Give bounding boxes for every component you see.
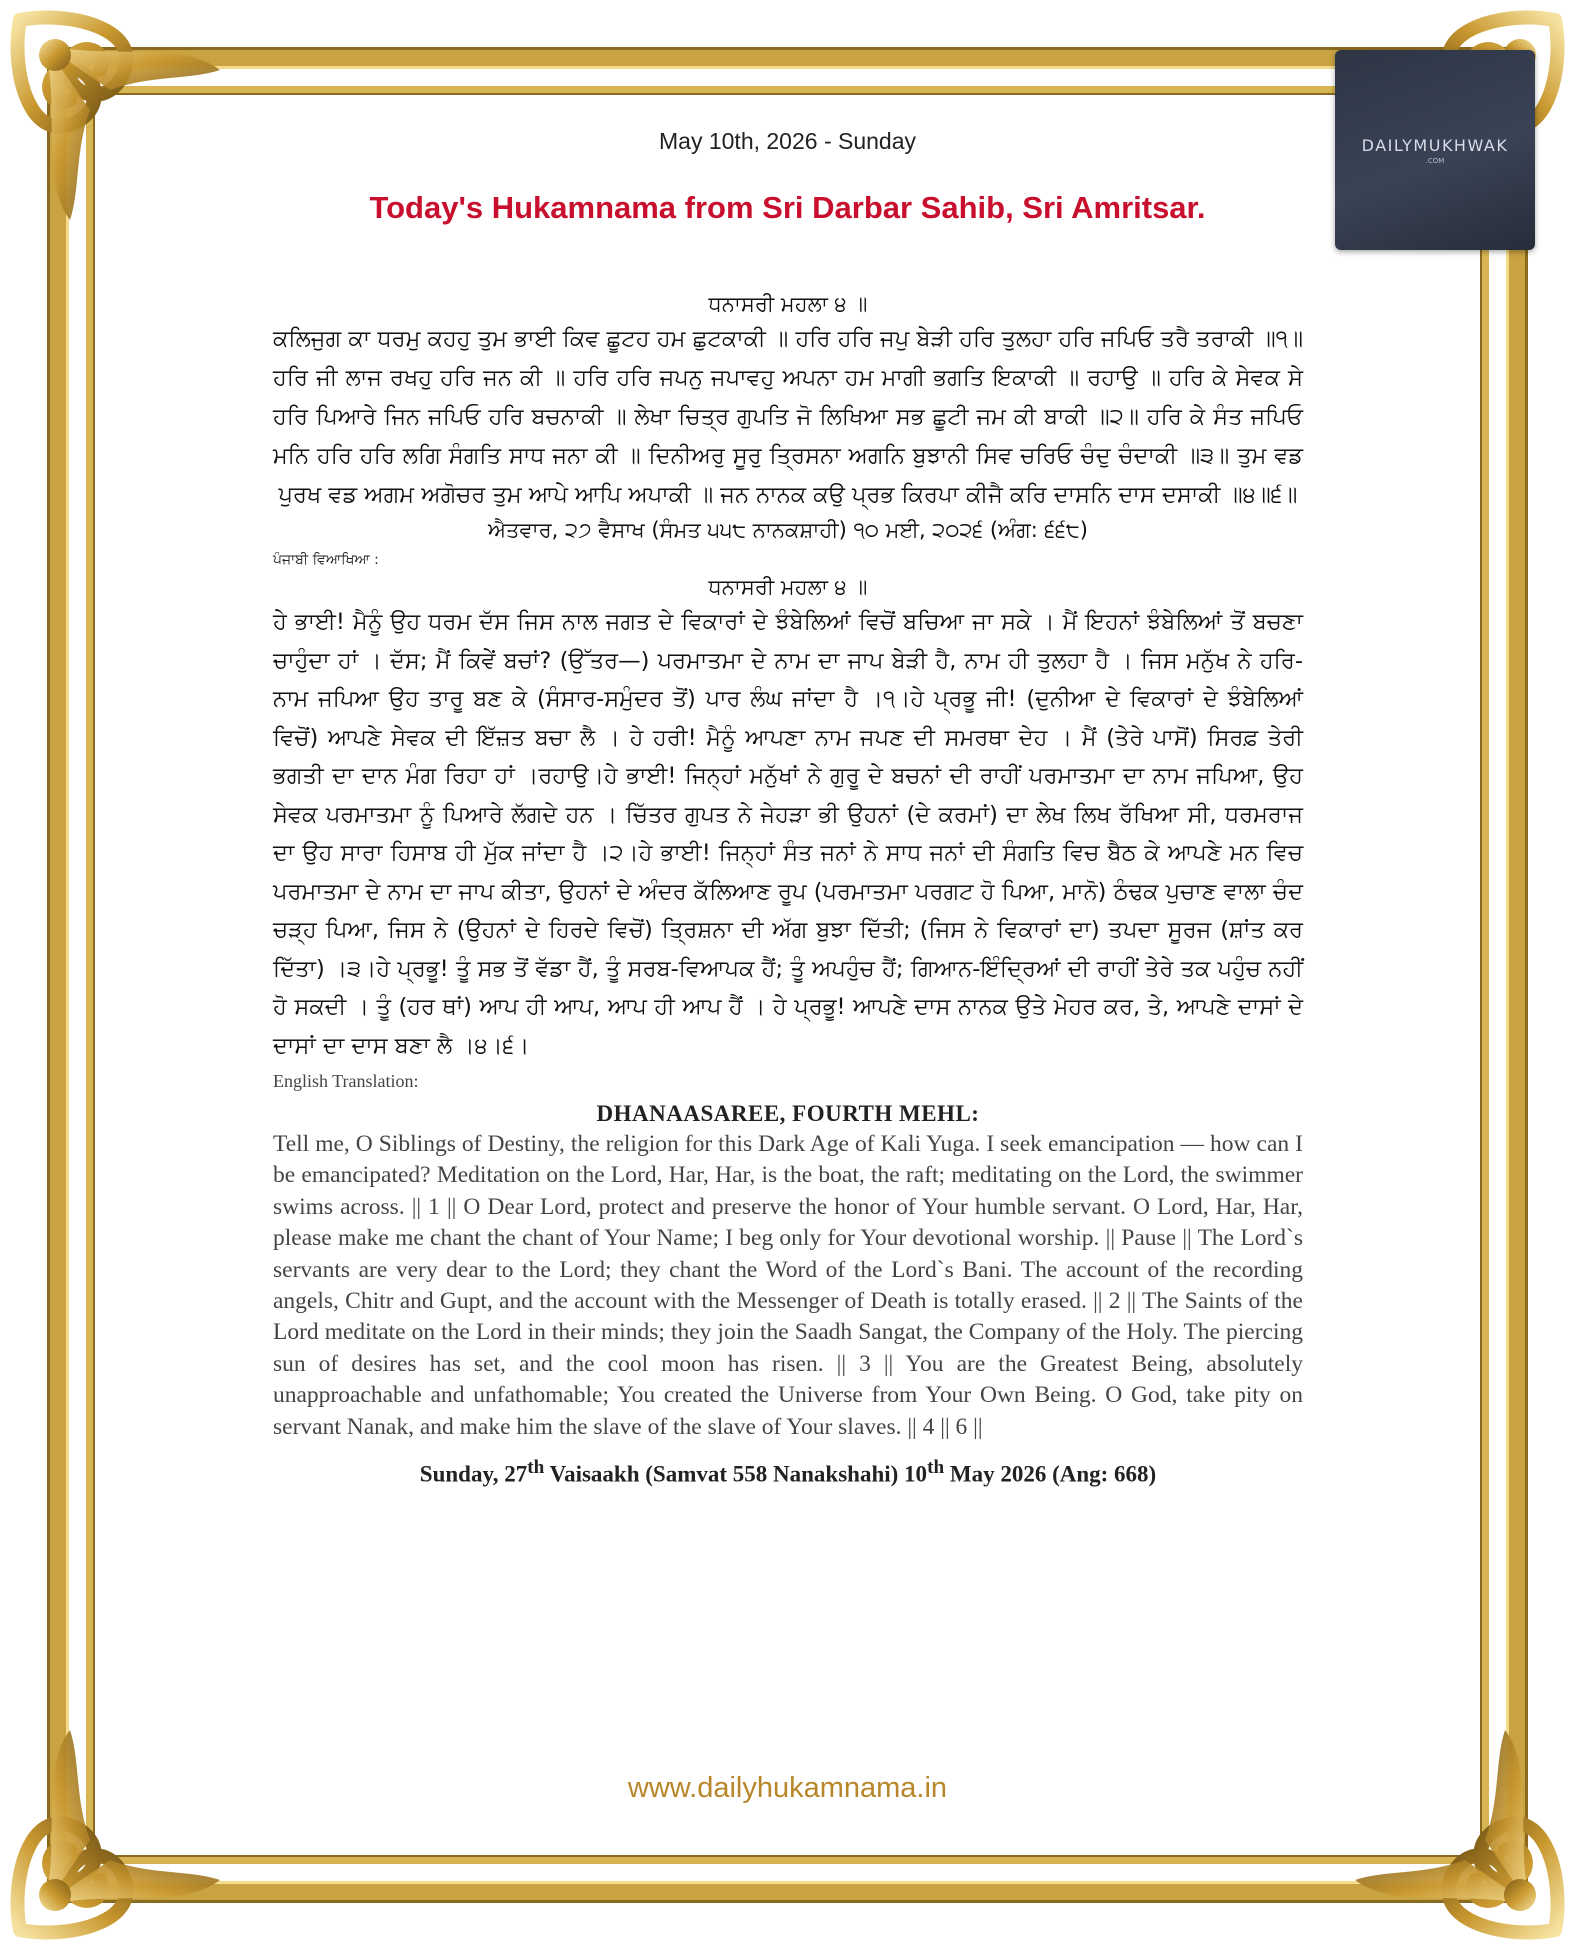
- website-link[interactable]: www.dailyhukamnama.in: [627, 1772, 948, 1804]
- ribbon-corner-ornament: [0, 1690, 260, 1950]
- english-date-superscript: th: [927, 1457, 945, 1479]
- english-date-superscript: th: [527, 1457, 545, 1479]
- page-title: Today's Hukamnama from Sri Darbar Sahib, Sri Amritsar.: [369, 190, 1206, 225]
- logo-text: DAILYMUKHWAK: [1361, 135, 1509, 155]
- english-date-part: Vaisaakh (Samvat 558 Nanakshahi) 10: [544, 1461, 928, 1487]
- punjabi-label: ਪੰਜਾਬੀ ਵਿਆਖਿਆ :: [273, 552, 379, 568]
- header-date: May 10th, 2026 - Sunday: [659, 128, 916, 154]
- logo-subtext: .COM: [1425, 156, 1445, 165]
- english-date-part: May 2026 (Ang: 668): [944, 1461, 1157, 1487]
- gurbani-heading: ਧਨਾਸਰੀ ਮਹਲਾ ੪ ॥: [708, 292, 868, 316]
- english-date: [273, 1453, 1303, 1490]
- english-translation: Tell me, O Siblings of Destiny, the religion for this Dark Age of Kali Yuga. I seek emancipation — how can I be emancipated? Meditation on the Lord, Har, Har, is the boat, the raft; meditating on the Lord, the swimmer swims across. || 1 || O Dear Lord, protect and preserve the honor of Your humble servant. O Lord, Har, Har, please make me chant the chant of Your Name; I beg only for Your devotional worship. || Pause || The Lord`s servants are very dear to the Lord; they chant the Word of the Lord`s Bani. The account of the recording angels, Chitr and Gupt, and the account with the Messenger of Death is totally erased. || 2 || The Saints of the Lord meditate on the Lord in their minds; they join the Saadh Sangat, the Company of the Holy. The piercing sun of desires has set, and the cool moon has risen. || 3 || You are the Greatest Being, absolutely unapproachable and unfathomable; You created the Universe from Your Own Being. O God, take pity on servant Nanak, and make him the slave of the slave of Your slaves. || 4 || 6 ||: [273, 1131, 1303, 1440]
- gurbani-verse: ਕਲਿਜੁਗ ਕਾ ਧਰਮੁ ਕਹਹੁ ਤੁਮ ਭਾਈ ਕਿਵ ਛੂਟਹ ਹਮ ਛੁਟਕਾਕੀ ॥ ਹਰਿ ਹਰਿ ਜਪੁ ਬੇੜੀ ਹਰਿ ਤੁਲਹਾ ਹਰਿ ਜਪਿਓ ਤਰੈ ਤਰਾਕੀ ॥੧॥ ਹਰਿ ਜੀ ਲਾਜ ਰਖਹੁ ਹਰਿ ਜਨ ਕੀ ॥ ਹਰਿ ਹਰਿ ਜਪਨੁ ਜਪਾਵਹੁ ਅਪਨਾ ਹਮ ਮਾਗੀ ਭਗਤਿ ਇਕਾਕੀ ॥ ਰਹਾਉ ॥ ਹਰਿ ਕੇ ਸੇਵਕ ਸੇ ਹਰਿ ਪਿਆਰੇ ਜਿਨ ਜਪਿਓ ਹਰਿ ਬਚਨਾਕੀ ॥ ਲੇਖਾ ਚਿਤ੍ਰ ਗੁਪਤਿ ਜੋ ਲਿਖਿਆ ਸਭ ਛੂਟੀ ਜਮ ਕੀ ਬਾਕੀ ॥੨॥ ਹਰਿ ਕੇ ਸੰਤ ਜਪਿਓ ਮਨਿ ਹਰਿ ਹਰਿ ਲਗਿ ਸੰਗਤਿ ਸਾਧ ਜਨਾ ਕੀ ॥ ਦਿਨੀਅਰੁ ਸੂਰੁ ਤ੍ਰਿਸਨਾ ਅਗਨਿ ਬੁਝਾਨੀ ਸਿਵ ਚਰਿਓ ਚੰਦੁ ਚੰਦਾਕੀ ॥੩॥ ਤੁਮ ਵਡ ਪੁਰਖ ਵਡ ਅਗਮ ਅਗੋਚਰ ਤੁਮ ਆਪੇ ਆਪਿ ਅਪਾਕੀ ॥ ਜਨ ਨਾਨਕ ਕਉ ਪ੍ਰਭ ਕਿਰਪਾ ਕੀਜੈ ਕਰਿ ਦਾਸਨਿ ਦਾਸ ਦਸਾਕੀ ॥੪॥੬॥: [273, 326, 1303, 508]
- english-heading: DHANAASAREE, FOURTH MEHL:: [596, 1101, 980, 1126]
- punjabi-heading: ਧਨਾਸਰੀ ਮਹਲਾ ੪ ॥: [708, 575, 868, 599]
- english-label: English Translation:: [273, 1071, 419, 1091]
- ribbon-corner-ornament: [1315, 1690, 1575, 1950]
- punjabi-meaning: ਹੇ ਭਾਈ! ਮੈਨੂੰ ਉਹ ਧਰਮ ਦੱਸ ਜਿਸ ਨਾਲ ਜਗਤ ਦੇ ਵਿਕਾਰਾਂ ਦੇ ਝੰਬੇਲਿਆਂ ਵਿਚੋਂ ਬਚਿਆ ਜਾ ਸਕੇ । ਮੈਂ ਇਹਨਾਂ ਝੰਬੇਲਿਆਂ ਤੋਂ ਬਚਣਾ ਚਾਹੁੰਦਾ ਹਾਂ । ਦੱਸ; ਮੈਂ ਕਿਵੇਂ ਬਚਾਂ? (ਉੱਤਰ—) ਪਰਮਾਤਮਾ ਦੇ ਨਾਮ ਦਾ ਜਾਪ ਬੇੜੀ ਹੈ, ਨਾਮ ਹੀ ਤੁਲਹਾ ਹੈ । ਜਿਸ ਮਨੁੱਖ ਨੇ ਹਰਿ-ਨਾਮ ਜਪਿਆ ਉਹ ਤਾਰੂ ਬਣ ਕੇ (ਸੰਸਾਰ-ਸਮੁੰਦਰ ਤੋਂ) ਪਾਰ ਲੰਘ ਜਾਂਦਾ ਹੈ ।੧।ਹੇ ਪ੍ਰਭੂ ਜੀ! (ਦੁਨੀਆ ਦੇ ਵਿਕਾਰਾਂ ਦੇ ਝੰਬੇਲਿਆਂ ਵਿਚੋਂ) ਆਪਣੇ ਸੇਵਕ ਦੀ ਇੱਜ਼ਤ ਬਚਾ ਲੈ । ਹੇ ਹਰੀ! ਮੈਨੂੰ ਆਪਣਾ ਨਾਮ ਜਪਣ ਦੀ ਸਮਰਥਾ ਦੇਹ । ਮੈਂ (ਤੇਰੇ ਪਾਸੋਂ) ਸਿਰਫ਼ ਤੇਰੀ ਭਗਤੀ ਦਾ ਦਾਨ ਮੰਗ ਰਿਹਾ ਹਾਂ ।ਰਹਾਉ।ਹੇ ਭਾਈ! ਜਿਨ੍ਹਾਂ ਮਨੁੱਖਾਂ ਨੇ ਗੁਰੂ ਦੇ ਬਚਨਾਂ ਦੀ ਰਾਹੀਂ ਪਰਮਾਤਮਾ ਦਾ ਨਾਮ ਜਪਿਆ, ਉਹ ਸੇਵਕ ਪਰਮਾਤਮਾ ਨੂੰ ਪਿਆਰੇ ਲੱਗਦੇ ਹਨ । ਚਿੱਤਰ ਗੁਪਤ ਨੇ ਜੇਹੜਾ ਭੀ ਉਹਨਾਂ (ਦੇ ਕਰਮਾਂ) ਦਾ ਲੇਖ ਲਿਖ ਰੱਖਿਆ ਸੀ, ਧਰਮਰਾਜ ਦਾ ਉਹ ਸਾਰਾ ਹਿਸਾਬ ਹੀ ਮੁੱਕ ਜਾਂਦਾ ਹੈ ।੨।ਹੇ ਭਾਈ! ਜਿਨ੍ਹਾਂ ਸੰਤ ਜਨਾਂ ਨੇ ਸਾਧ ਜਨਾਂ ਦੀ ਸੰਗਤਿ ਵਿਚ ਬੈਠ ਕੇ ਆਪਣੇ ਮਨ ਵਿਚ ਪਰਮਾਤਮਾ ਦੇ ਨਾਮ ਦਾ ਜਾਪ ਕੀਤਾ, ਉਹਨਾਂ ਦੇ ਅੰਦਰ ਕੱਲਿਆਣ ਰੂਪ (ਪਰਮਾਤਮਾ ਪਰਗਟ ਹੋ ਪਿਆ, ਮਾਨੋ) ਠੰਢਕ ਪੁਚਾਣ ਵਾਲਾ ਚੰਦ ਚੜ੍ਹ ਪਿਆ, ਜਿਸ ਨੇ (ਉਹਨਾਂ ਦੇ ਹਿਰਦੇ ਵਿਚੋਂ) ਤ੍ਰਿਸ਼ਨਾ ਦੀ ਅੱਗ ਬੁਝਾ ਦਿੱਤੀ; (ਜਿਸ ਨੇ ਵਿਕਾਰਾਂ ਦਾ) ਤਪਦਾ ਸੂਰਜ (ਸ਼ਾਂਤ ਕਰ ਦਿੱਤਾ) ।੩।ਹੇ ਪ੍ਰਭੂ! ਤੂੰ ਸਭ ਤੋਂ ਵੱਡਾ ਹੈਂ, ਤੂੰ ਸਰਬ-ਵਿਆਪਕ ਹੈਂ; ਤੂੰ ਅਪਹੁੰਚ ਹੈਂ; ਗਿਆਨ-ਇੰਦ੍ਰਿਆਂ ਦੀ ਰਾਹੀਂ ਤੇਰੇ ਤਕ ਪਹੁੰਚ ਨਹੀਂ ਹੋ ਸਕਦੀ । ਤੂੰ (ਹਰ ਥਾਂ) ਆਪ ਹੀ ਆਪ, ਆਪ ਹੀ ਆਪ ਹੈਂ । ਹੇ ਪ੍ਰਭੂ! ਆਪਣੇ ਦਾਸ ਨਾਨਕ ਉਤੇ ਮੇਹਰ ਕਰ, ਤੇ, ਆਪਣੇ ਦਾਸਾਂ ਦੇ ਦਾਸਾਂ ਦਾ ਦਾਸ ਬਣਾ ਲੈ ।੪।੬।: [273, 609, 1303, 1059]
- gurbani-date: ਐਤਵਾਰ, ੨੭ ਵੈਸਾਖ (ਸੰਮਤ ੫੫੮ ਨਾਨਕਸ਼ਾਹੀ) ੧੦ ਮਈ, ੨੦੨੬ (ਅੰਗ: ੬੬੮): [488, 518, 1088, 542]
- hukamnama-content: [273, 288, 1303, 1490]
- english-date-part: Sunday, 27: [419, 1461, 528, 1487]
